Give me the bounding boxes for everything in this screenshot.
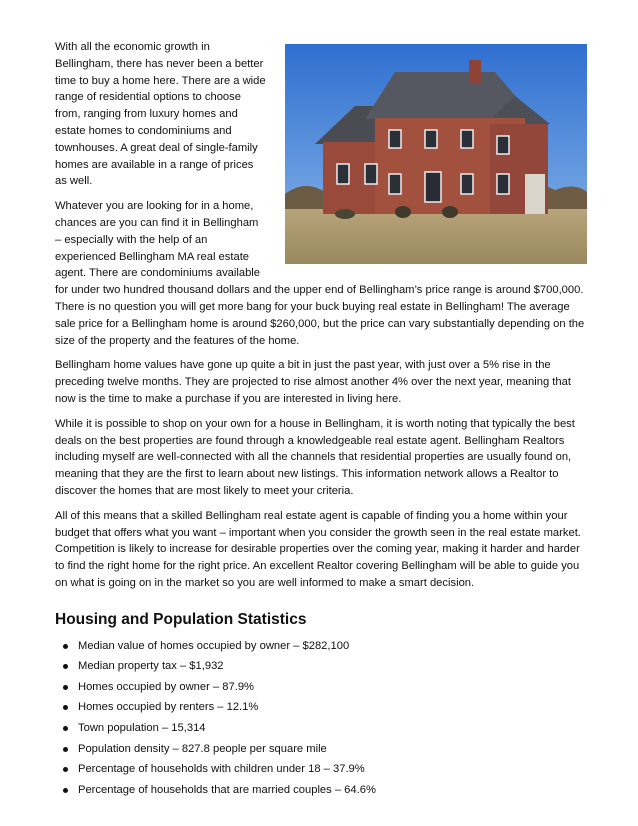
stats-item (55, 699, 585, 720)
stats-item-text: Population density – 827.8 people per square mile (78, 742, 327, 755)
article (55, 39, 585, 802)
stats-item-text: Median value of homes occupied by owner – $282,100 (78, 639, 350, 652)
bullet-icon (63, 705, 68, 710)
stats-list (55, 638, 585, 803)
stats-item (55, 679, 585, 700)
stats-item-text: Town population – 15,314 (78, 722, 206, 735)
stats-heading: Housing and Population Statistics (55, 610, 307, 628)
stats-item-text: Percentage of households with children under 18 – 37.9% (78, 763, 365, 776)
paragraph-4: While it is possible to shop on your own for a house in Bellingham, it is worth noting that typically the best deals on the best properties are found through a knowledgeable real estate agent. Bellingham Realtors including myself are well-connected with all the channels that residential properties are usually found on, meaning that they are the first to learn about new listings. This information network allows a Realtor to discover the homes that are most likely to meet your criteria. (55, 417, 575, 497)
bullet-icon (63, 664, 68, 669)
stats-item (55, 782, 585, 803)
paragraph-2: Whatever you are looking for in a home, chances are you can find it in Bellingham – especially with the help of an experienced Bellingham MA real estate agent. There are condominiums available for under two hundred thousand dollars and the upper end of Bellingham’s price range is around $700,000. There is no question you will get more bang for your buck buying real estate in Bellingham! The average sale price for a Bellingham home is around $260,000, but the price can vary substantially depending on the size of the property and the features of the home. (55, 200, 585, 347)
stats-item-text: Percentage of households that are married couples – 64.6% (78, 783, 376, 796)
stats-item-text: Median property tax – $1,932 (78, 660, 224, 673)
bullet-icon (63, 644, 68, 649)
stats-item (55, 720, 585, 741)
paragraph-5: All of this means that a skilled Bellingham real estate agent is capable of finding you a home within your budget that offers what you want – important when you consider the growth seen in the real estate market. Competition is likely to increase for desirable properties over the coming year, making it harder and harder to find the right home for the right price. An excellent Realtor covering Bellingham will be able to guide you on what is going on in the market so you are well informed to make a smart decision. (55, 509, 581, 589)
bullet-icon (63, 685, 68, 690)
stats-item (55, 638, 585, 659)
stats-item (55, 658, 585, 679)
stats-item-text: Homes occupied by renters – 12.1% (78, 701, 259, 714)
bullet-icon (63, 726, 68, 731)
house-photo (285, 44, 587, 264)
paragraph-3: Bellingham home values have gone up quite a bit in just the past year, with just over a 5% rise in the preceding twelve months. They are projected to rise almost another 4% over the next year, meaning that now is the time to make a purchase if you are interested in living here. (55, 359, 571, 405)
stats-item (55, 761, 585, 782)
bullet-icon (63, 767, 68, 772)
bullet-icon (63, 788, 68, 793)
intro-paragraph: With all the economic growth in Bellingham, there has never been a better time to buy a home here. There are a wide range of residential options to choose from, ranging from luxury homes and estate homes to condominiums and townhouses. A great deal of single-family homes are available in a range of prices as well. (55, 41, 266, 188)
bullet-icon (63, 747, 68, 752)
stats-item (55, 741, 585, 762)
stats-item-text: Homes occupied by owner – 87.9% (78, 680, 254, 693)
